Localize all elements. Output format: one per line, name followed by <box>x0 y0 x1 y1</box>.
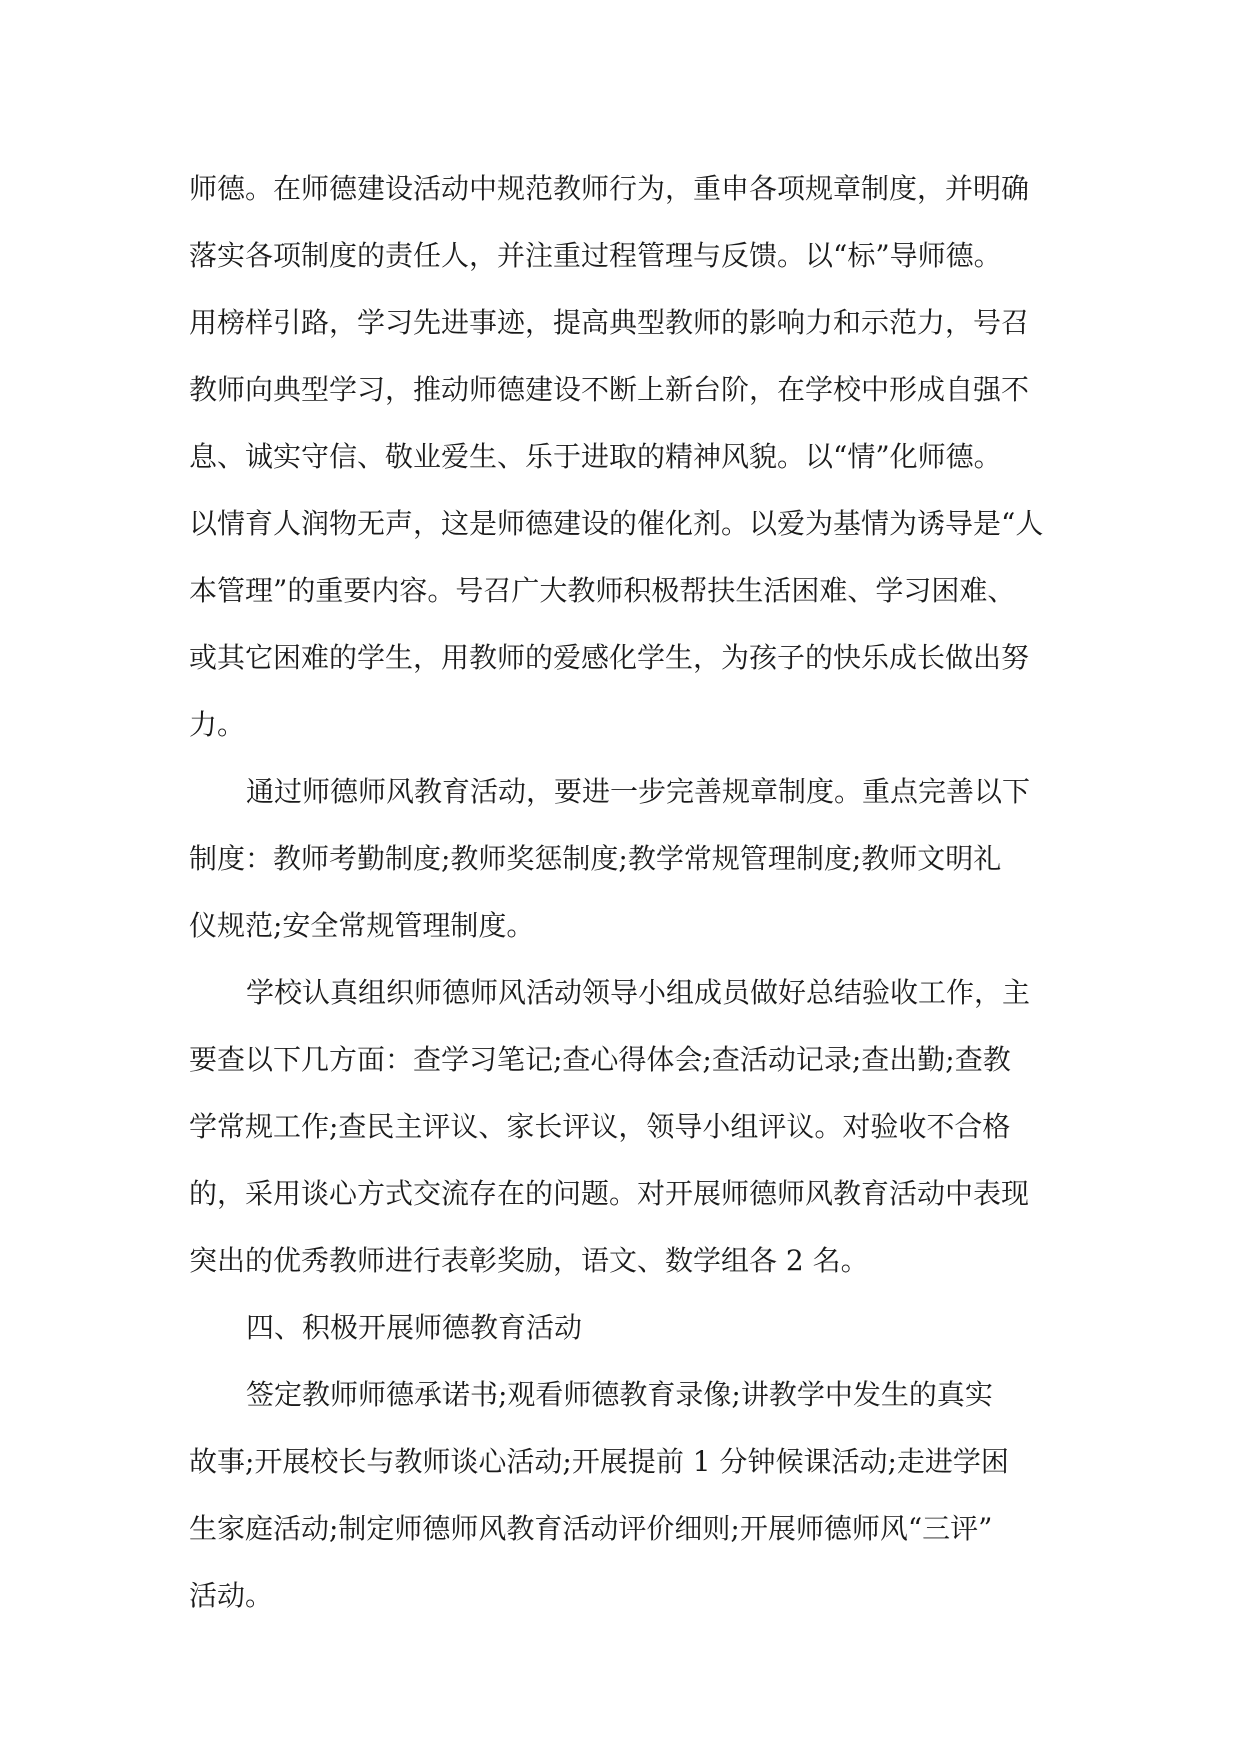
text-line: 或其它困难的学生，用教师的爱感化学生，为孩子的快乐成长做出努 <box>189 641 1030 674</box>
paragraph-2 <box>189 758 1059 959</box>
paragraph-3 <box>189 959 1059 1294</box>
text-line: 突出的优秀教师进行表彰奖励，语文、数学组各 2 名。 <box>189 1244 869 1277</box>
text-line: 学校认真组织师德师风活动领导小组成员做好总结验收工作，主 <box>246 976 1031 1009</box>
text-line: 以情育人润物无声，这是师德建设的催化剂。以爱为基情为诱导是“人 <box>189 507 1044 540</box>
text-line: 息、诚实守信、敬业爱生、乐于进取的精神风貌。以“情”化师德。 <box>189 440 1002 473</box>
text-line: 教师向典型学习，推动师德建设不断上新台阶，在学校中形成自强不 <box>189 373 1030 406</box>
text-line: 要查以下几方面：查学习笔记;查心得体会;查活动记录;查出勤;查教 <box>189 1043 1011 1076</box>
text-line: 落实各项制度的责任人，并注重过程管理与反馈。以“标”导师德。 <box>189 239 1002 272</box>
text-line: 活动。 <box>189 1579 274 1612</box>
text-line: 力。 <box>189 708 246 741</box>
text-line: 签定教师师德承诺书;观看师德教育录像;讲教学中发生的真实 <box>246 1378 993 1411</box>
text-line: 制度：教师考勤制度;教师奖惩制度;教学常规管理制度;教师文明礼 <box>189 842 1002 875</box>
text-line: 师德。在师德建设活动中规范教师行为，重申各项规章制度，并明确 <box>189 172 1030 205</box>
text-line: 学常规工作;查民主评议、家长评议，领导小组评议。对验收不合格 <box>189 1110 1011 1143</box>
heading-line: 四、积极开展师德教育活动 <box>246 1311 583 1344</box>
text-line: 通过师德师风教育活动，要进一步完善规章制度。重点完善以下 <box>246 775 1031 808</box>
section-heading <box>189 1294 1059 1361</box>
body-text <box>189 155 1059 1629</box>
text-line: 用榜样引路，学习先进事迹，提高典型教师的影响力和示范力，号召 <box>189 306 1030 339</box>
text-line: 故事;开展校长与教师谈心活动;开展提前 1 分钟候课活动;走进学困 <box>189 1445 1009 1478</box>
text-line: 本管理”的重要内容。号召广大教师积极帮扶生活困难、学习困难、 <box>189 574 1016 607</box>
paragraph-5 <box>189 1361 1059 1629</box>
text-line: 生家庭活动;制定师德师风教育活动评价细则;开展师德师风“三评” <box>189 1512 993 1545</box>
text-line: 的，采用谈心方式交流存在的问题。对开展师德师风教育活动中表现 <box>189 1177 1030 1210</box>
paragraph-1 <box>189 155 1059 758</box>
text-line: 仪规范;安全常规管理制度。 <box>189 909 535 942</box>
